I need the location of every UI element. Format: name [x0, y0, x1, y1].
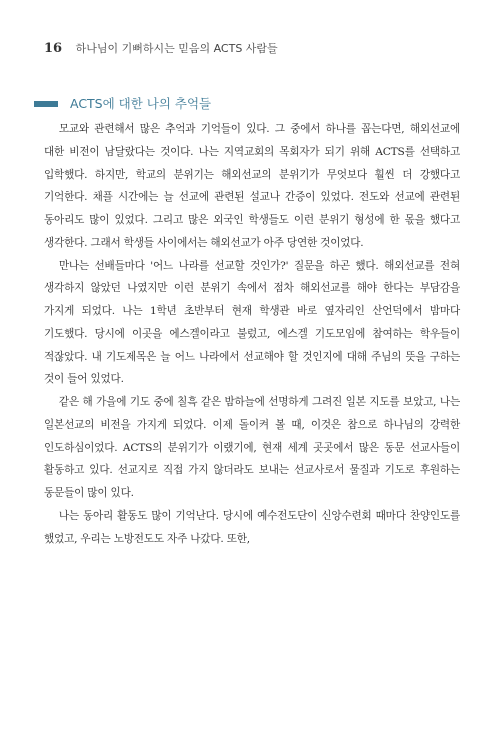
heading-bar-decoration: [34, 101, 58, 107]
section-heading: [34, 94, 211, 112]
running-title: 하나님이 기뻐하시는 믿음의 ACTS 사람들: [75, 42, 278, 55]
paragraph-2: 만나는 선배들마다 '어느 나라를 선교할 것인가?' 질문을 하곤 했다. 해외선교를 전혀 생각하지 않았던 나였지만 이런 분위기 속에서 점차 해외선교를 해야 한다는 부담감을 가지게 되었다. 나는 1학년 초반부터 현재 학생관 바로 옆자리인 산언덕에서 밤마다 기도했다. 당시에 이곳을 에스겔이라고 불렀고, 에스겔 기도모임에 참여하는 학우들이 적잖았다. 내 기도제목은 늘 어느 나라에서 선교해야 할 것인지에 대해 주님의 뜻을 구하는 것이 들어 있었다.: [44, 259, 460, 386]
running-header: [44, 40, 464, 56]
page-number: 16: [44, 41, 63, 56]
paragraph-1: 모교와 관련해서 많은 추억과 기억들이 있다. 그 중에서 하나를 꼽는다면, 해외선교에 대한 비전이 남달랐다는 것이다. 나는 지역교회의 목회자가 되기 위해 ACTS를 선택하고 입학했다. 하지만, 학교의 분위기는 해외선교의 분위기가 무엇보다 훨씬 더 강했다고 기억한다. 채플 시간에는 늘 선교에 관련된 설교나 간증이 있었다. 전도와 선교에 관련된 동아리도 많이 있었다. 그리고 많은 외국인 학생들도 이런 분위기 형성에 한 몫을 했다고 생각한다. 그래서 학생들 사이에서는 해외선교가 아주 당연한 것이었다.: [44, 123, 460, 249]
section-title: ACTS에 대한 나의 추억들: [69, 96, 212, 111]
paragraph-4: 나는 동아리 활동도 많이 기억난다. 당시에 예수전도단이 신앙수련회 때마다 찬양인도를 했었고, 우리는 노방전도도 자주 나갔다. 또한,: [44, 509, 460, 545]
body-text: [44, 118, 460, 550]
paragraph-3: 같은 해 가을에 기도 중에 칠흑 같은 밤하늘에 선명하게 그려진 일본 지도를 보았고, 나는 일본선교의 비전을 가지게 되었다. 이제 돌이켜 볼 때, 이것은 참으로 하나님의 강력한 인도하심이었다. ACTS의 분위기가 이랬기에, 현재 세계 곳곳에서 많은 동문 선교사들이 활동하고 있다. 선교지로 직접 가지 않더라도 보내는 선교사로서 물질과 기도로 후원하는 동문들이 많이 있다.: [44, 396, 460, 499]
